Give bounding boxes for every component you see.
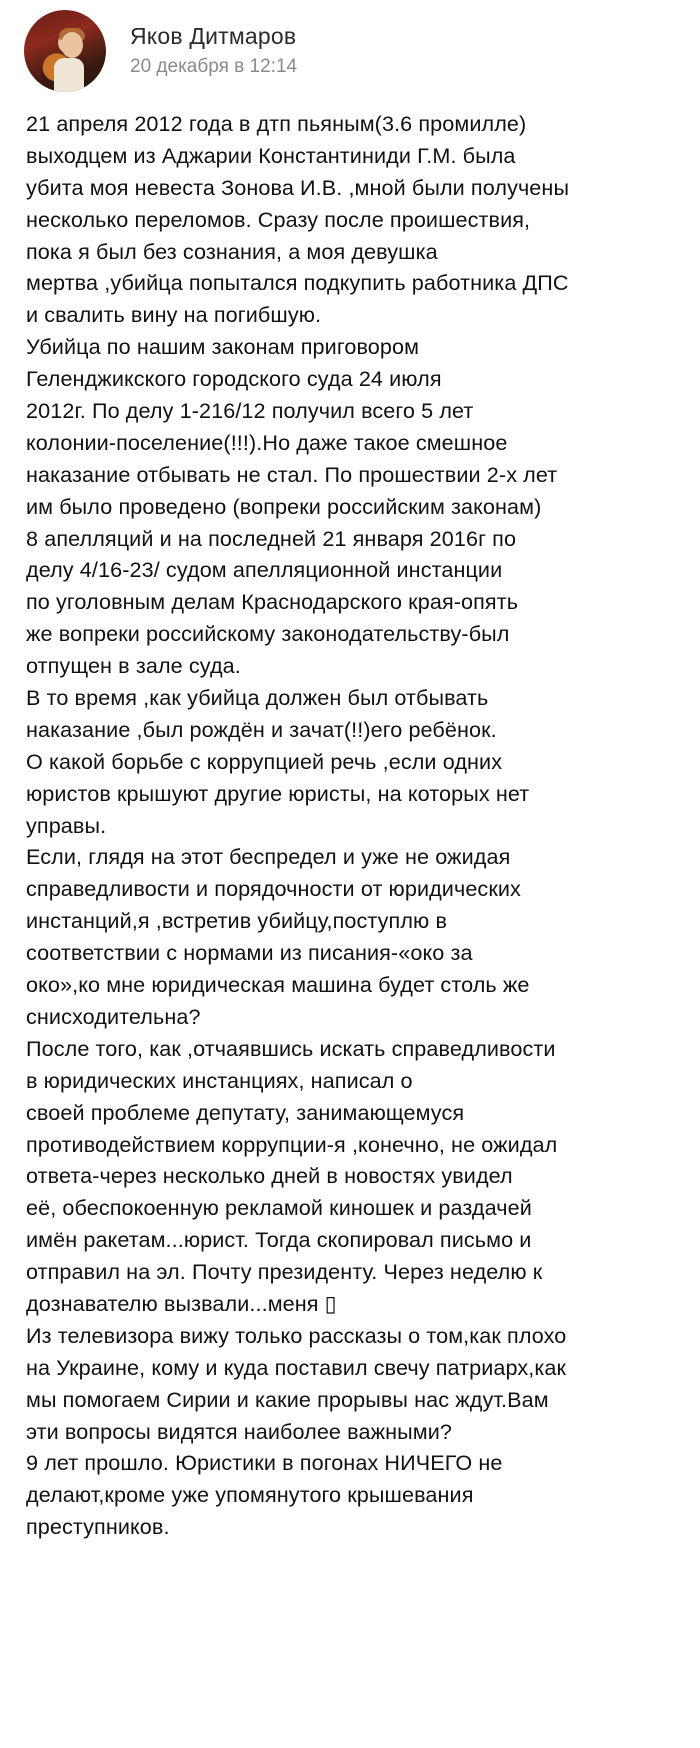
avatar[interactable]	[24, 10, 106, 92]
post-text-line: мертва ,убийца попытался подкупить работника ДПС	[26, 270, 569, 296]
post-text-line: наказание ,был рождён и зачат(!!)его ребёнок.	[26, 716, 497, 742]
post-text-line: по уголовным делам Краснодарского края-опять	[26, 589, 519, 615]
post-text-line: несколько переломов. Сразу после проишествия,	[26, 206, 531, 232]
post-text-line: справедливости и порядочности от юридических	[26, 876, 521, 902]
post-text-line: выходцем из Аджарии Константиниди Г.М. была	[26, 142, 516, 168]
post-text-line: 8 апелляций и на последней 21 января 2016г по	[26, 525, 517, 551]
post-date[interactable]: 20 декабря в 12:14	[130, 56, 298, 77]
post-text	[26, 108, 676, 1543]
post-text-line: отправил на эл. Почту президенту. Через неделю к	[26, 1259, 543, 1285]
post-text-line: наказание отбывать не стал. По прошествии 2-х лет	[26, 461, 558, 487]
post-text-line: управы.	[26, 812, 107, 838]
post-text-line: делают,кроме уже упомянутого крышевания	[26, 1482, 474, 1508]
post-text-line: же вопреки российскому законодательству-был	[26, 621, 510, 647]
post-text-line: соответствии с нормами из писания-«око за	[26, 940, 473, 966]
post-text-line: О какой борьбе с коррупцией речь ,если одних	[26, 748, 503, 774]
post-text-line: в юридических инстанциях, написал о	[26, 1067, 413, 1093]
post-text-line: убита моя невеста Зонова И.В. ,мной были получены	[26, 174, 570, 200]
post-text-line: 2012г. По делу 1-216/12 получил всего 5 лет	[26, 398, 474, 424]
post-text-line: эти вопросы видятся наиболее важными?	[26, 1418, 452, 1444]
post-text-line: на Украине, кому и куда поставил свечу патриарх,как	[26, 1354, 567, 1380]
post-text-line: колонии-поселение(!!!).Но даже такое смешное	[26, 429, 508, 455]
post-text-line: отпущен в зале суда.	[26, 653, 241, 679]
post-text-line: инстанций,я ,встретив убийцу,поступлю в	[26, 908, 448, 934]
post-text-line: После того, как ,отчаявшись искать справедливости	[26, 1035, 556, 1061]
post-text-line: Убийца по нашим законам приговором	[26, 334, 420, 360]
post-meta	[130, 21, 297, 81]
post-text-line: Если, глядя на этот беспредел и уже не ожидая	[26, 844, 511, 870]
post-text-line: пока я был без сознания, а моя девушка	[26, 238, 438, 264]
post-text-line: Геленджикского городского суда 24 июля	[26, 366, 442, 392]
post-text-line: мы помогаем Сирии и какие прорывы нас ждут.Вам	[26, 1386, 549, 1412]
post-text-line: имён ракетам...юрист. Тогда скопировал письмо и	[26, 1227, 532, 1253]
post-text-line: 9 лет прошло. Юристики в погонах НИЧЕГО не	[26, 1450, 503, 1476]
post-text-line: дознавателю вызвали...меня ▯	[26, 1290, 337, 1316]
post-text-line: делу 4/16-23/ судом апелляционной инстанции	[26, 557, 503, 583]
post-text-line: В то время ,как убийца должен был отбывать	[26, 685, 489, 711]
post-text-line: снисходительна?	[26, 1003, 201, 1029]
post-text-line: 21 апреля 2012 года в дтп пьяным(3.6 промилле)	[26, 111, 527, 136]
post-text-line: и свалить вину на погибшую.	[26, 302, 322, 328]
author-name[interactable]: Яков Дитмаров	[130, 23, 297, 49]
post-text-line: юристов крышуют другие юристы, на которых нет	[26, 780, 530, 806]
post-text-line: противодействием коррупции-я ,конечно, не ожидал	[26, 1131, 558, 1157]
post-text-line: Из телевизора вижу только рассказы о том,как плохо	[26, 1322, 567, 1348]
post-text-line: ответа-через несколько дней в новостях увидел	[26, 1163, 513, 1189]
post-text-line: своей проблеме депутату, занимающемуся	[26, 1099, 465, 1125]
post-text-line: её, обеспокоенную рекламой киношек и раздачей	[26, 1195, 532, 1221]
post-text-line: преступников.	[26, 1514, 170, 1540]
post-text-line: им было проведено (вопреки российским законам)	[26, 493, 542, 519]
post-text-line: око»,ко мне юридическая машина будет столь же	[26, 972, 530, 998]
post-header	[24, 11, 297, 91]
